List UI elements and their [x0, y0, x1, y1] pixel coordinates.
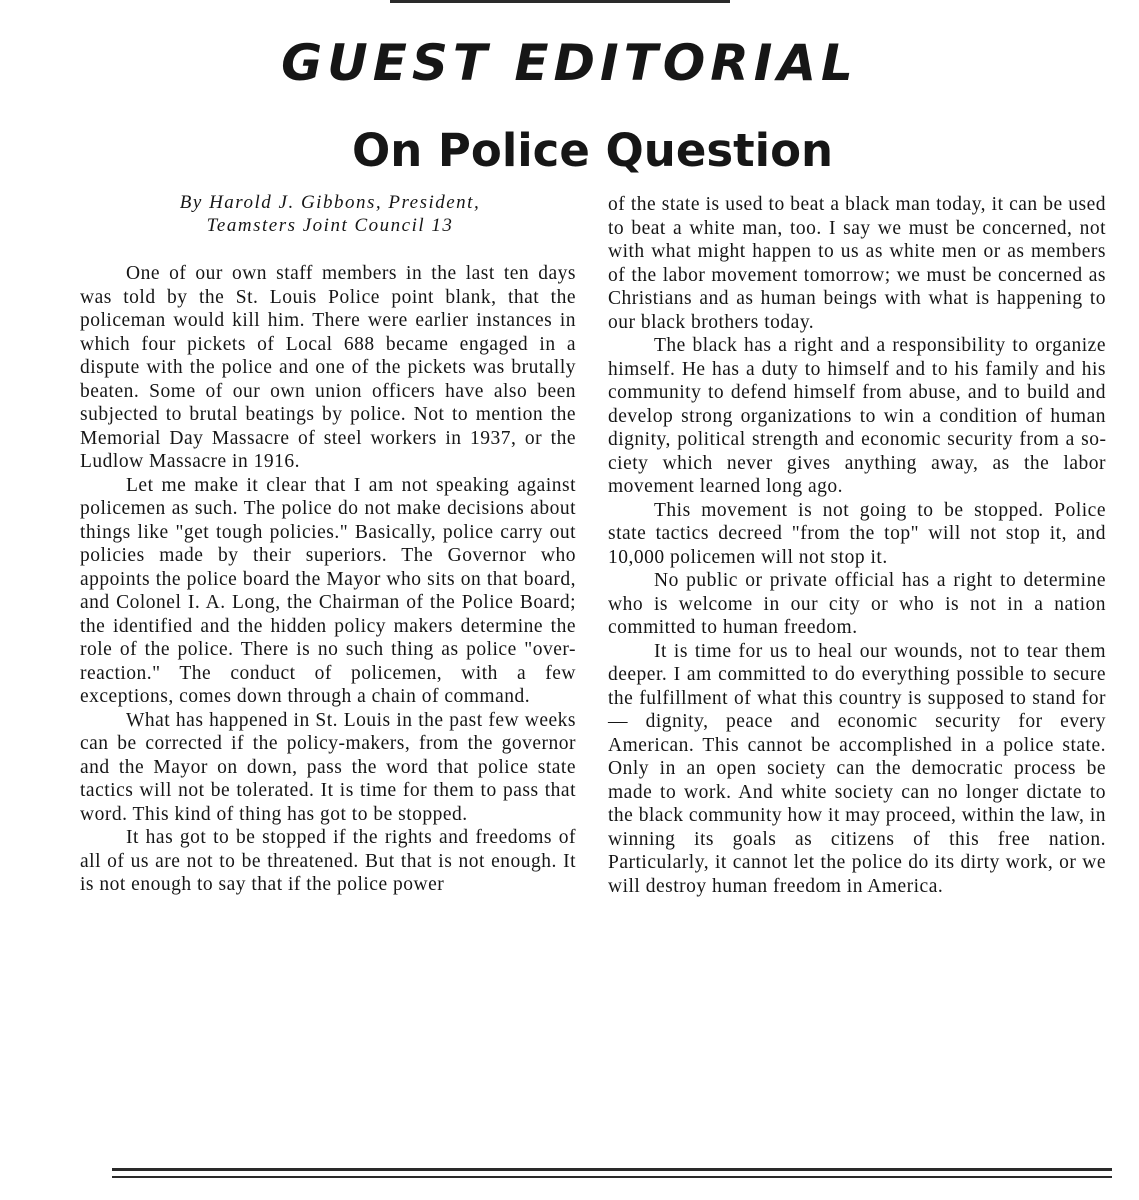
paragraph: What has happened in St. Louis in the past few weeks can be corrected if the policy-makers, from the governor and the Mayor on down, pass the word that police state tactics will not be tolerated. It is time for them to pass that word. This kind of thing has got to be stopped. — [80, 709, 576, 825]
paragraph: It is time for us to heal our wounds, not to tear them deeper. I am committed to do everything possible to secure the fulfillment of what this country is supposed to stand for — dignity, peace and economic security for every American. This cannot be accomplished in a police state. Only in an open society can the democratic process be made to work. And white society can no longer dictate to the black community how it may proceed, within the law, in winning its goals as citizens of this free nation. Particularly, it cannot let the police do its dirty work, or we will destroy human freedom in America. — [608, 640, 1106, 897]
byline-name: By Harold J. Gibbons, President, — [179, 192, 481, 213]
byline-title: Teamsters Joint Council 13 — [206, 215, 454, 236]
headline: On Police Question — [351, 124, 834, 177]
bottom-rule — [112, 1168, 1112, 1178]
paragraph-continuation: of the state is used to beat a black man today, it can be used to beat a white man, too. I say we must be concerned, not with what might happen to us as white men or as members of the labor movement tomorrow; we must be concerned as Christians and as human beings with what is happening to our black brothers today. — [608, 194, 1106, 333]
kicker: GUEST EDITORIAL — [281, 34, 858, 92]
paragraph: The black has a right and a responsibility to organize himself. He has a duty to himself and to his family and his community to defend himself from abuse, and to build and develop strong organizations to win a condition of human dignity, political strength and economic security from a society which never gives anything away, as the labor movement learned long ago. — [608, 335, 1106, 497]
left-column — [80, 262, 576, 897]
paragraph: One of our own staff members in the last ten days was told by the St. Louis Police point blank, that the policeman would kill him. There were earlier instances in which four pickets of Local 688 became engaged in a dispute with the police and one of the pickets was brutally beaten. Some of our own union officers have also been subjected to brutal beatings by police. Not to mention the Memorial Day Massacre of steel workers in 1937, or the Ludlow Massacre in 1916. — [80, 263, 576, 472]
right-column — [608, 193, 1106, 898]
top-rule — [390, 0, 730, 3]
paragraph: Let me make it clear that I am not speaking against policemen as such. The police do not make decisions about things like "get tough policies." Basically, police carry out policies made by their superiors. The Governor who appoints the police board the Mayor who sits on that board, and Colonel I. A. Long, the Chairman of the Police Board; the identified and the hidden policy makers determine the role of the police. There is no such thing as police "over-reaction." The conduct of policemen, with a few exceptions, comes down through a chain of command. — [80, 474, 576, 707]
paragraph: It has got to be stopped if the rights and freedoms of all of us are not to be threatened. But that is not enough. It is not enough to say that if the police power — [80, 827, 576, 895]
paragraph: No public or private official has a right to determine who is welcome in our city or who is not in a nation committed to human freedom. — [608, 570, 1106, 638]
paragraph: This movement is not going to be stopped. Police state tactics decreed "from the top" will not stop it, and 10,000 policemen will not stop it. — [608, 499, 1106, 568]
